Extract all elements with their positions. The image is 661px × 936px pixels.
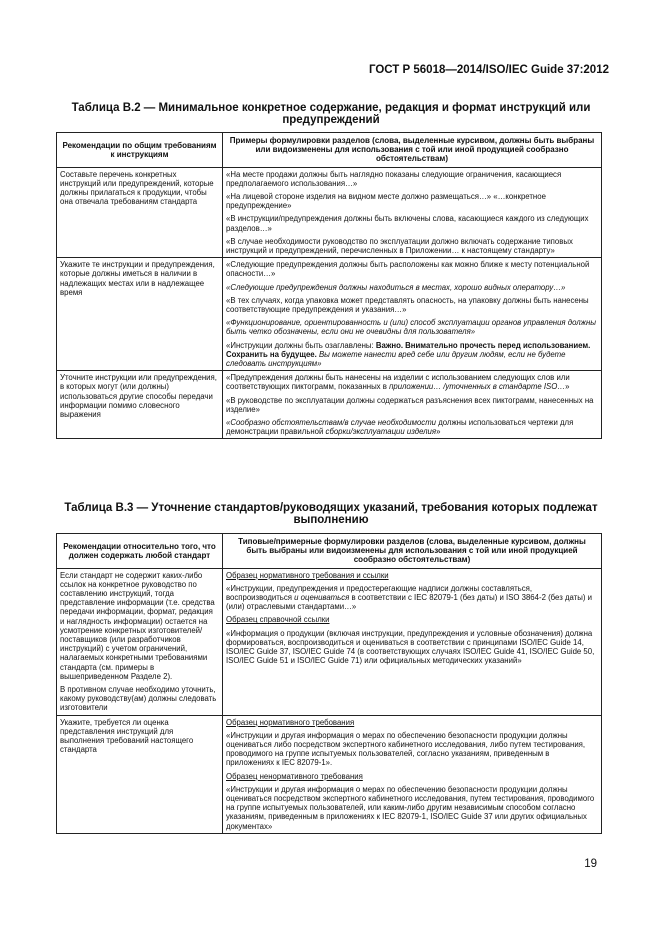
- document-header: ГОСТ Р 56018—2014/ISO/IEC Guide 37:2012: [368, 64, 609, 76]
- example-text: «На лицевой стороне изделия на видном месте должно размещаться…» «…конкретное предупреждение»: [226, 192, 546, 211]
- sample-subheading: Образец нормативного требования: [226, 717, 355, 727]
- example-text: «Следующие предупреждения должны находиться в местах, хорошо видных оператору…»: [226, 282, 566, 292]
- column-header: Примеры формулировки разделов (слова, выделенные курсивом, должны быть выбраны или видоизменены для использования с той или иной продукцией сообразно обстоятельствам): [223, 133, 602, 168]
- table-header-row: [57, 133, 602, 168]
- table-row: [57, 167, 602, 258]
- table-b2: [56, 132, 602, 439]
- recommendation-cell: Укажите те инструкции и предупреждения, которые должны иметься в наличии в надлежащих местах или в надлежащее время: [57, 258, 223, 371]
- example-text: «В руководстве по эксплуатации должны содержаться разъяснения всех пиктограмм, нанесенных на изделие»: [226, 395, 594, 414]
- example-text: «На месте продажи должны быть наглядно показаны следующие ограничения, касающиеся предполагаемого использования…»: [226, 169, 562, 188]
- table-row: [57, 371, 602, 439]
- examples-cell: [223, 715, 602, 833]
- table-header-row: [57, 534, 602, 569]
- example-text: «Сообразно обстоятельствам/в случае необходимости должны использоваться чертежи для демонстрации правильной сборки/эксплуатации изделия»: [226, 418, 574, 437]
- example-text: «Инструкции должны быть озаглавлены: Важно. Внимательно прочесть перед использованием. Сохранить на будущее. Вы можете нанести вред себе или другим людям, если не будете следовать инструкциям»: [226, 340, 591, 369]
- examples-cell: [223, 258, 602, 371]
- recommendation-cell: Если стандарт не содержит каких-либо ссылок на конкретное руководство по составлению инструкций, тогда представление информации (т.е. средства передачи информации, формат, редакция и наглядность информации) остается на усмотрение конкретных изготовителей/поставщиков (или разработчиков инструкций) с учетом ограничений, налагаемых конкретными требованиями стандарта (см. примеры в вышеприведенном Разделе 2). В противном случае необходимо уточнить, какому руководству(ам) должны следовать изготовители: [57, 568, 223, 715]
- examples-cell: [223, 568, 602, 715]
- example-text: «Информация о продукции (включая инструкции, предупреждения и условные обозначения) должна формироваться, воспроизводиться и оцениваться в соответствии с принципами ISO/IEC Guide 14, ISO/IEC Guide 37, ISO/IEC Guide 74 (в соответствующих случаях ISO/IEC Guide 41, ISO/IEC Guide 50, ISO/IEC Guide 51 и ISO/IEC Guide 71) или официальных методических указаний»: [226, 628, 595, 666]
- example-text: «Функционирование, ориентированность и (или) способ эксплуатации органов управления должны быть четко обозначены, если они не очевидны для пользователя»: [226, 318, 597, 337]
- table-b3-title: Таблица В.3 — Уточнение стандартов/руководящих указаний, требования которых подлежат выполнению: [64, 502, 598, 526]
- example-text: «Предупреждения должны быть нанесены на изделии с использованием следующих слов или соответствующих пиктограмм, показанных в приложении… /уточненных в стандарте ISO…»: [226, 373, 570, 392]
- table-row: [57, 568, 602, 715]
- sample-subheading: Образец справочной ссылки: [226, 615, 330, 625]
- recommendation-cell: Составьте перечень конкретных инструкций или предупреждений, которые должны прилагаться к продукции, чтобы она отвечала требованиям стандарта: [57, 167, 223, 258]
- column-header: Рекомендации по общим требованиям к инструкциям: [57, 133, 223, 168]
- page-number: 19: [584, 858, 597, 870]
- example-text: «Инструкции и другая информация о мерах по обеспечению безопасности продукции должны оцениваться либо посредством экспертного кабинетного исследования, либо путем тестирования, проводимого на группе испытуемых пользователей, согласно указаниям, приведенным в приложениях к IEC 82079-1».: [226, 730, 586, 768]
- example-text: «Инструкции, предупреждения и предостерегающие надписи должны составляться, воспроизводиться и оцениваться в соответствии с IEC 82079-1 (без даты) и ISO 3864-2 (без даты) и (или) отраслевыми стандартами…»: [226, 583, 592, 612]
- example-text: «В тех случаях, когда упаковка может представлять опасность, на упаковку должны быть нанесены соответствующие предупреждения и указания…»: [226, 295, 589, 315]
- sample-subheading: Образец ненормативного требования: [226, 771, 363, 781]
- table-row: [57, 258, 602, 371]
- recommendation-cell: Уточните инструкции или предупреждения, в которых могут (или должны) использоваться другие способы передачи информации помимо словесного выражения: [57, 371, 223, 439]
- recommendation-cell: Укажите, требуется ли оценка представления инструкций для выполнения требований настоящего стандарта: [57, 715, 223, 833]
- table-b3: [56, 533, 602, 834]
- example-text: «В случае необходимости руководство по эксплуатации должно включать содержание типовых инструкций и предупреждений, перечисленных в Приложении… к настоящему стандарту»: [226, 236, 573, 256]
- example-text: «Следующие предупреждения должны быть расположены как можно ближе к месту потенциальной опасности…»: [226, 260, 590, 279]
- example-text: «Инструкции и другая информация о мерах по обеспечению безопасности продукции должны оцениваться посредством экспертного кабинетного исследования, путем тестирования, проводимого на группе испытуемых пользователей, или каким-либо другим независимым способом согласно указаниям, приведенным в приложениях к IEC 82079-1, ISO/IEC Guide 37 или других официальных документах»: [226, 784, 595, 831]
- table-b2-title: Таблица В.2 — Минимальное конкретное содержание, редакция и формат инструкций или предупреждений: [71, 102, 591, 126]
- sample-subheading: Образец нормативного требования и ссылки: [226, 570, 389, 580]
- example-text: «В инструкции/предупреждения должны быть включены слова, касающиеся каждого из следующих разделов…»: [226, 214, 589, 233]
- table-row: [57, 715, 602, 833]
- examples-cell: [223, 371, 602, 439]
- column-header: Рекомендации относительно того, что должен содержать любой стандарт: [57, 534, 223, 569]
- column-header: Типовые/примерные формулировки разделов (слова, выделенные курсивом, должны быть выбраны или видоизменены для использования с той или иной продукцией сообразно обстоятельствам): [223, 534, 602, 569]
- examples-cell: [223, 167, 602, 258]
